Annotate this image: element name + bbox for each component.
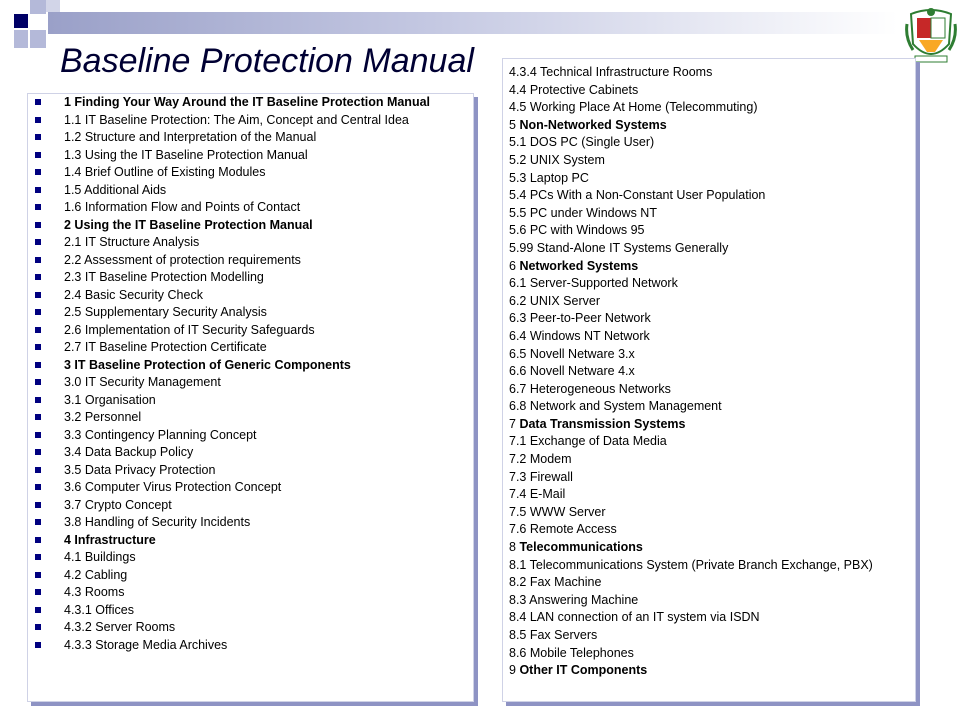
toc-item (28, 429, 473, 442)
toc-item (509, 187, 909, 205)
corner-square-1 (14, 14, 28, 28)
toc-item-text: 8.5 Fax Servers (509, 628, 598, 642)
square-bullet-icon (35, 292, 41, 298)
toc-item-text: Telecommunications (519, 540, 643, 555)
toc-item-text: 6.8 Network and System Management (509, 399, 722, 414)
toc-item-text: 2.3 IT Baseline Protection Modelling (64, 270, 264, 284)
square-bullet-icon (35, 379, 41, 385)
toc-item (28, 639, 473, 652)
square-bullet-icon (35, 554, 41, 560)
toc-item-text: 6.6 Novell Netware 4.x (509, 364, 635, 379)
toc-item (28, 481, 473, 494)
toc-item (28, 184, 473, 197)
toc-item-text: Networked Systems (519, 258, 639, 273)
toc-item-text: 3.3 Contingency Planning Concept (64, 427, 257, 442)
toc-item (28, 306, 473, 319)
square-bullet-icon (35, 624, 41, 630)
toc-item (509, 398, 909, 416)
toc-item (509, 134, 909, 152)
square-bullet-icon (35, 99, 41, 105)
toc-item-text: 7.6 Remote Access (509, 522, 617, 537)
toc-item-text: 2 Using the IT Baseline Protection Manual (64, 217, 313, 232)
square-bullet-icon (35, 309, 41, 315)
toc-item (28, 289, 473, 302)
square-bullet-icon (35, 467, 41, 473)
toc-item-text: 4.1 Buildings (64, 550, 136, 564)
toc-item-text: 8.1 Telecommunications System (Private Branch Exchange, PBX) (509, 557, 873, 572)
toc-item-text: 6.1 Server-Supported Network (509, 276, 678, 291)
toc-item (28, 114, 473, 127)
toc-item (509, 205, 909, 223)
toc-item (28, 499, 473, 512)
toc-item (509, 609, 909, 627)
toc-item (509, 574, 909, 592)
toc-item-text: 8.2 Fax Machine (509, 575, 602, 590)
toc-item-text: 6.5 Novell Netware 3.x (509, 346, 635, 361)
toc-item (28, 271, 473, 284)
toc-item (28, 341, 473, 354)
toc-item-text: Non-Networked Systems (519, 117, 667, 132)
toc-item (28, 131, 473, 144)
square-bullet-icon (35, 344, 41, 350)
square-bullet-icon (35, 414, 41, 420)
corner-square-4 (30, 30, 46, 48)
toc-item-text: Other IT Components (519, 663, 648, 678)
corner-square-3 (14, 30, 28, 48)
toc-item-text: 4.3.1 Offices (64, 602, 134, 617)
toc-item (509, 346, 909, 364)
toc-item (28, 376, 473, 389)
square-bullet-icon (35, 274, 41, 280)
toc-section-number: 6 (509, 258, 520, 273)
toc-item (509, 557, 909, 575)
square-bullet-icon (35, 187, 41, 193)
toc-item-text: 4 Infrastructure (64, 532, 156, 547)
toc-item (28, 96, 473, 109)
toc-item-text: 6.7 Heterogeneous Networks (509, 381, 671, 396)
toc-item (509, 222, 909, 240)
toc-item (28, 149, 473, 162)
toc-item (509, 381, 909, 399)
square-bullet-icon (35, 449, 41, 455)
toc-item-text: 5.6 PC with Windows 95 (509, 223, 645, 238)
corner-square-2 (30, 0, 46, 14)
toc-item (28, 586, 473, 599)
toc-item (509, 258, 909, 276)
toc-item (28, 201, 473, 214)
toc-item (509, 99, 909, 117)
toc-item (28, 411, 473, 424)
toc-section-number: 9 (509, 663, 520, 678)
toc-item-text: 1.3 Using the IT Baseline Protection Manual (64, 147, 308, 162)
toc-section-number: 5 (509, 117, 520, 132)
page-title: Baseline Protection Manual (60, 42, 474, 80)
toc-item (509, 240, 909, 258)
toc-item-text: 4.3.2 Server Rooms (64, 620, 176, 634)
toc-item (509, 64, 909, 82)
toc-item (509, 486, 909, 504)
toc-item-text: 2.7 IT Baseline Protection Certificate (64, 340, 267, 354)
toc-item-text: 7.5 WWW Server (509, 504, 606, 519)
toc-item (509, 469, 909, 487)
square-bullet-icon (35, 397, 41, 403)
toc-item (509, 521, 909, 539)
toc-item-text: 4.4 Protective Cabinets (509, 82, 639, 97)
toc-item (509, 275, 909, 293)
toc-item-text: 1.4 Brief Outline of Existing Modules (64, 165, 266, 179)
toc-item-text: 8.6 Mobile Telephones (509, 645, 634, 660)
toc-item-text: 2.4 Basic Security Check (64, 287, 203, 302)
toc-item-text: 2.5 Supplementary Security Analysis (64, 305, 267, 319)
toc-item-text: 3.4 Data Backup Policy (64, 445, 194, 459)
toc-item (28, 359, 473, 372)
toc-item-text: 1.2 Structure and Interpretation of the Manual (64, 130, 317, 144)
toc-item-text: 3.6 Computer Virus Protection Concept (64, 480, 282, 494)
toc-item (509, 645, 909, 663)
toc-item-text: 7.2 Modem (509, 452, 572, 467)
toc-item-text: 5.3 Laptop PC (509, 170, 589, 185)
toc-item (509, 504, 909, 522)
toc-item (28, 236, 473, 249)
toc-item (28, 621, 473, 634)
toc-item (509, 451, 909, 469)
toc-item-text: 3.8 Handling of Security Incidents (64, 515, 251, 529)
header-band (48, 12, 898, 34)
toc-item (28, 534, 473, 547)
toc-item (28, 569, 473, 582)
square-bullet-icon (35, 519, 41, 525)
square-bullet-icon (35, 204, 41, 210)
toc-item-text: 5.1 DOS PC (Single User) (509, 135, 655, 150)
toc-item (28, 324, 473, 337)
corner-square-5 (46, 0, 60, 12)
toc-item-text: 3.5 Data Privacy Protection (64, 462, 216, 477)
square-bullet-icon (35, 432, 41, 438)
toc-item (28, 254, 473, 267)
square-bullet-icon (35, 642, 41, 648)
right-content-panel (502, 58, 916, 702)
toc-item-text: 1.5 Additional Aids (64, 182, 167, 197)
toc-item-text: 4.5 Working Place At Home (Telecommuting) (509, 100, 758, 115)
toc-item (28, 516, 473, 529)
toc-item (28, 446, 473, 459)
toc-item-text: 5.2 UNIX System (509, 152, 605, 167)
toc-item (509, 152, 909, 170)
toc-item-text: 4.3 Rooms (64, 585, 125, 599)
toc-item-text: 7.4 E-Mail (509, 487, 566, 502)
square-bullet-icon (35, 607, 41, 613)
toc-item (509, 416, 909, 434)
toc-item-text: 8.3 Answering Machine (509, 592, 639, 607)
toc-item-text: 7.1 Exchange of Data Media (509, 434, 667, 449)
toc-section-number: 7 (509, 416, 520, 431)
toc-item (28, 166, 473, 179)
toc-item-text: 3.1 Organisation (64, 392, 156, 407)
toc-item (509, 170, 909, 188)
left-toc-list (28, 94, 473, 652)
square-bullet-icon (35, 222, 41, 228)
toc-item-text: 2.2 Assessment of protection requirements (64, 252, 301, 267)
square-bullet-icon (35, 537, 41, 543)
toc-item-text: 6.2 UNIX Server (509, 293, 601, 308)
toc-item-text: 1.1 IT Baseline Protection: The Aim, Concept and Central Idea (64, 112, 409, 127)
toc-item (509, 363, 909, 381)
square-bullet-icon (35, 502, 41, 508)
toc-item-text: 5.4 PCs With a Non-Constant User Population (509, 188, 766, 203)
toc-item (509, 539, 909, 557)
toc-item (509, 627, 909, 645)
toc-item (509, 293, 909, 311)
right-toc-list (503, 59, 915, 680)
left-content-panel (27, 93, 474, 702)
square-bullet-icon (35, 257, 41, 263)
square-bullet-icon (35, 362, 41, 368)
crest-icon (905, 4, 957, 66)
toc-item-text: 1.6 Information Flow and Points of Contact (64, 200, 301, 214)
toc-item-text: 4.2 Cabling (64, 567, 128, 582)
toc-item-text: 3.2 Personnel (64, 410, 142, 424)
toc-section-number: 8 (509, 540, 520, 555)
toc-item-text: 2.6 Implementation of IT Security Safeguards (64, 322, 315, 337)
toc-item (28, 604, 473, 617)
toc-item-text: 6.3 Peer-to-Peer Network (509, 311, 651, 326)
square-bullet-icon (35, 117, 41, 123)
toc-item-text: 4.3.3 Storage Media Archives (64, 637, 228, 652)
square-bullet-icon (35, 589, 41, 595)
toc-item-text: 6.4 Windows NT Network (509, 328, 650, 343)
toc-item-text: 5.99 Stand-Alone IT Systems Generally (509, 240, 729, 255)
square-bullet-icon (35, 152, 41, 158)
toc-item-text: 7.3 Firewall (509, 469, 573, 484)
square-bullet-icon (35, 327, 41, 333)
toc-item-text: 3 IT Baseline Protection of Generic Components (64, 357, 351, 372)
toc-item (28, 464, 473, 477)
toc-item-text: 3.7 Crypto Concept (64, 497, 172, 512)
toc-item (509, 328, 909, 346)
toc-item-text: 3.0 IT Security Management (64, 375, 221, 389)
toc-item (509, 310, 909, 328)
square-bullet-icon (35, 484, 41, 490)
toc-item-text: 2.1 IT Structure Analysis (64, 235, 200, 249)
toc-item-text: 5.5 PC under Windows NT (509, 205, 657, 220)
toc-item (509, 662, 909, 680)
square-bullet-icon (35, 239, 41, 245)
toc-item (28, 394, 473, 407)
toc-item (509, 592, 909, 610)
toc-item (28, 219, 473, 232)
toc-item (509, 433, 909, 451)
toc-item-text: 1 Finding Your Way Around the IT Baseline Protection Manual (64, 95, 431, 109)
toc-item-text: Data Transmission Systems (519, 416, 686, 431)
square-bullet-icon (35, 134, 41, 140)
toc-item (509, 117, 909, 135)
toc-item-text: 4.3.4 Technical Infrastructure Rooms (509, 65, 713, 79)
toc-item-text: 8.4 LAN connection of an IT system via ISDN (509, 610, 760, 625)
toc-item (509, 82, 909, 100)
toc-item (28, 551, 473, 564)
square-bullet-icon (35, 169, 41, 175)
square-bullet-icon (35, 572, 41, 578)
